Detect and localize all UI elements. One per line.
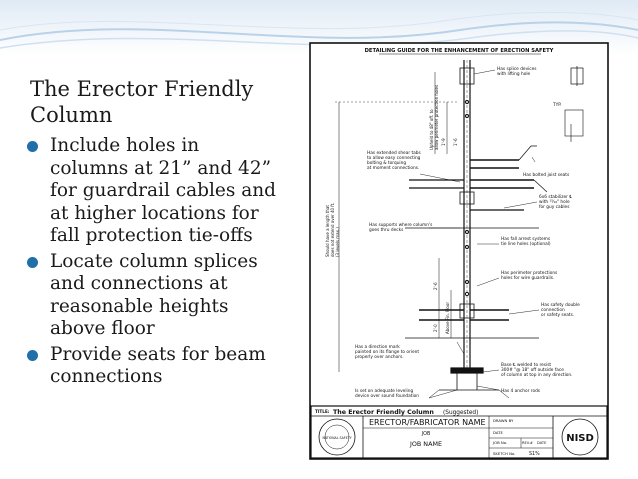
detailing-guide-drawing: [309, 42, 609, 460]
title-block-date2: DATE: [537, 441, 547, 445]
bullet-item: [28, 135, 308, 248]
bullet-item: [28, 251, 308, 341]
bullet-line: and connections at: [50, 273, 228, 294]
bullet-line: Include holes in: [50, 135, 200, 156]
note-joist-seats: Has bolted joist seats: [523, 173, 570, 178]
dim-c: 2'-6: [433, 282, 438, 290]
bullet-line: fall protection tie-offs: [50, 225, 253, 246]
slide-title: [30, 76, 290, 128]
note-direction: Has a direction mark painted on its flange to orient properly over anchors.: [355, 345, 420, 360]
title-block-sketch-no: SKETCH No.: [493, 451, 516, 456]
title-block-rev: REV.#: [522, 441, 533, 445]
note-typ: TYP.: [553, 103, 562, 108]
note-base: Base ℄ welded to resist 300# "@ 18" off outside face of column at top in any direction.: [501, 363, 573, 378]
slide-title-line: The Erector Friendly: [30, 77, 254, 101]
bullet-item: [28, 344, 308, 389]
bullet-dot-icon: [27, 257, 38, 268]
title-block-sketch-value: S1%: [529, 452, 540, 457]
note-shear-tabs: Has extended shear tabs to allow easy connecting bolting & torquing at moment connections.: [367, 151, 421, 171]
note-double-connection: Has safety double connection or safety seats.: [541, 303, 580, 318]
title-block-drawn-by: DRAWN BY: [493, 418, 514, 423]
note-vertical-upheld: Upheld to 48" off. toallow perimeter protection holes: [429, 84, 439, 150]
bullet-line: above floor: [50, 318, 155, 339]
title-block-job-no: JOB No.: [493, 440, 508, 445]
title-block-company: ERECTOR/FABRICATOR NAME: [369, 418, 486, 427]
drawing-header: DETAILING GUIDE FOR THE ENHANCEMENT OF ERECTION SAFETY: [364, 48, 554, 54]
bullet-dot-icon: [27, 350, 38, 361]
bullet-line: at higher locations for: [50, 202, 259, 224]
bullet-text: [38, 135, 308, 248]
dim-b: 1'-6: [453, 138, 458, 146]
title-block-label: TITLE:: [315, 409, 330, 414]
title-block-suggested: (Suggested): [443, 410, 479, 416]
note-splice: Has splice devices with lifting hole: [497, 67, 537, 77]
bullet-text: [38, 344, 308, 389]
bullet-dot-icon: [27, 141, 38, 152]
seal-left-logo: NATIONAL SAFETY: [322, 436, 352, 440]
title-block-job-name: JOB NAME: [409, 440, 443, 448]
bullet-text: [38, 251, 308, 341]
note-fall-arrest: Has fall arrest systems tie line holes (optional): [501, 237, 551, 247]
note-stabilizer: 6x6 stabilizer ℄ with ¹⁵⁄₁₆" hole for guy cables: [539, 195, 573, 210]
bullet-line: for guardrail cables and: [50, 180, 277, 201]
slide-title-line: Column: [30, 103, 113, 127]
bullet-line: reasonable heights: [50, 295, 229, 317]
bullet-line: columns at 21” and 42”: [50, 157, 272, 179]
title-block-job-label: JOB: [421, 432, 431, 437]
note-anchor: Has 4 anchor rods: [501, 389, 541, 394]
seal-right-logo: NISD: [566, 433, 594, 444]
note-decks: Has supports where column's goes thru decks: [369, 223, 433, 233]
bullet-line: Provide seats for beam: [50, 343, 266, 365]
note-vertical-length: Should have a length thatdoes not extend over 40 ft.(3 levels max.): [325, 202, 340, 257]
note-leveling: Is set on adequate leveling device over sound foundation: [355, 389, 420, 399]
bullet-list: [28, 135, 308, 392]
note-perimeter: Has perimeter protections holes for wire guardrails.: [501, 271, 558, 281]
dim-a: 1'-9: [441, 138, 446, 146]
title-block-date: DATE: [493, 430, 503, 435]
title-block-title: The Erector Friendly Column: [333, 409, 434, 416]
bullet-line: connections: [50, 366, 163, 387]
dim-d: 2'-0: [433, 324, 438, 332]
note-vertical-above-fin: Above Fin. Floor: [445, 302, 450, 334]
bullet-line: Locate column splices: [50, 250, 258, 272]
